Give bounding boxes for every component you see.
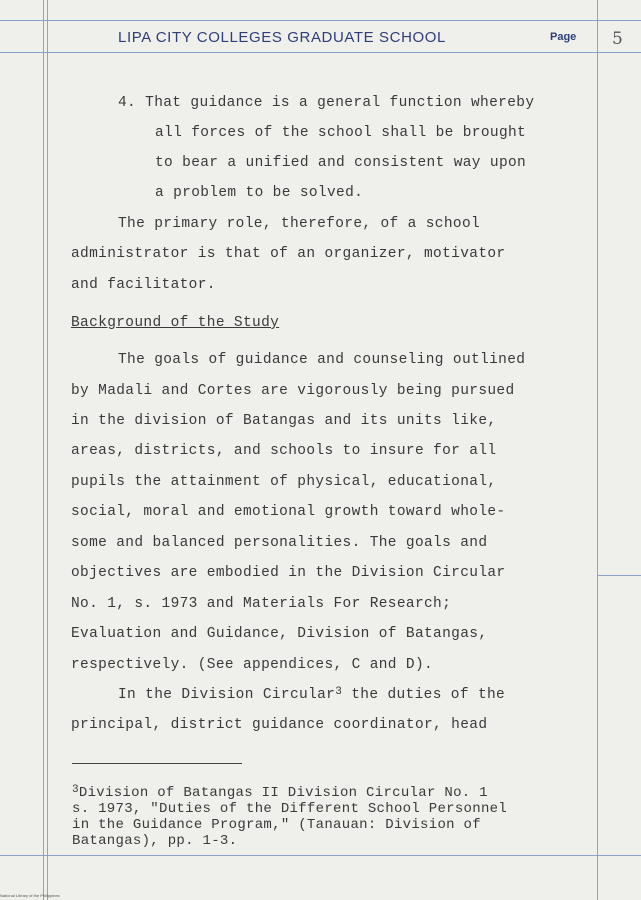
para3-line-2: principal, district guidance coordinator, head	[71, 717, 488, 733]
footnote-text-1: Division of Batangas II Division Circular No. 1	[78, 785, 488, 801]
para3-text-before: In the Division Circular	[118, 687, 336, 703]
item4-line-4: a problem to be solved.	[155, 185, 364, 201]
document-header-title: LIPA CITY COLLEGES GRADUATE SCHOOL	[118, 29, 446, 46]
section-heading: Background of the Study	[71, 315, 280, 331]
footnote-divider	[72, 763, 242, 764]
para2-line-6: social, moral and emotional growth toward whole-	[71, 504, 506, 520]
para2-line-11: respectively. (See appendices, C and D).	[71, 657, 434, 673]
item4-line-1: 4. That guidance is a general function whereby	[118, 95, 535, 111]
para2-line-10: Evaluation and Guidance, Division of Batangas,	[71, 626, 488, 642]
page-number: 5	[612, 29, 623, 49]
margin-line-right	[597, 0, 598, 900]
footnote-line-4: Batangas), pp. 1-3.	[72, 833, 238, 849]
header-rule-bottom	[0, 52, 641, 53]
page-label: Page	[550, 31, 577, 43]
footnote-reference: 3	[335, 686, 343, 698]
para2-line-9: No. 1, s. 1973 and Materials For Research;	[71, 596, 452, 612]
para1-line-3: and facilitator.	[71, 277, 216, 293]
item4-line-3: to bear a unified and consistent way upon	[155, 155, 527, 171]
margin-line-left-inner	[47, 0, 48, 900]
para2-line-8: objectives are embodied in the Division Circular	[71, 565, 506, 581]
footnote-line-1	[72, 785, 488, 802]
footer-rule	[0, 855, 641, 856]
para3-line-1	[118, 686, 505, 705]
footnote-line-2: s. 1973, "Duties of the Different School Personnel	[72, 801, 508, 817]
scan-source-label: National Library of the Philippines	[0, 893, 60, 898]
para2-line-7: some and balanced personalities. The goals and	[71, 535, 488, 551]
right-margin-rule	[597, 575, 641, 576]
para2-line-1: The goals of guidance and counseling outlined	[118, 352, 526, 368]
para2-line-2: by Madali and Cortes are vigorously being pursued	[71, 383, 515, 399]
para3-text-after: the duties of the	[342, 687, 506, 703]
para1-line-2: administrator is that of an organizer, motivator	[71, 246, 506, 262]
footnote-line-3: in the Guidance Program," (Tanauan: Division of	[72, 817, 481, 833]
margin-line-left-outer	[43, 0, 44, 900]
header-rule-top	[0, 20, 641, 21]
footnote-marker: 3	[72, 784, 79, 796]
para2-line-3: in the division of Batangas and its units like,	[71, 413, 497, 429]
para2-line-5: pupils the attainment of physical, educational,	[71, 474, 497, 490]
para1-line-1: The primary role, therefore, of a school	[118, 216, 481, 232]
para2-line-4: areas, districts, and schools to insure for all	[71, 443, 497, 459]
item4-line-2: all forces of the school shall be brought	[155, 125, 527, 141]
